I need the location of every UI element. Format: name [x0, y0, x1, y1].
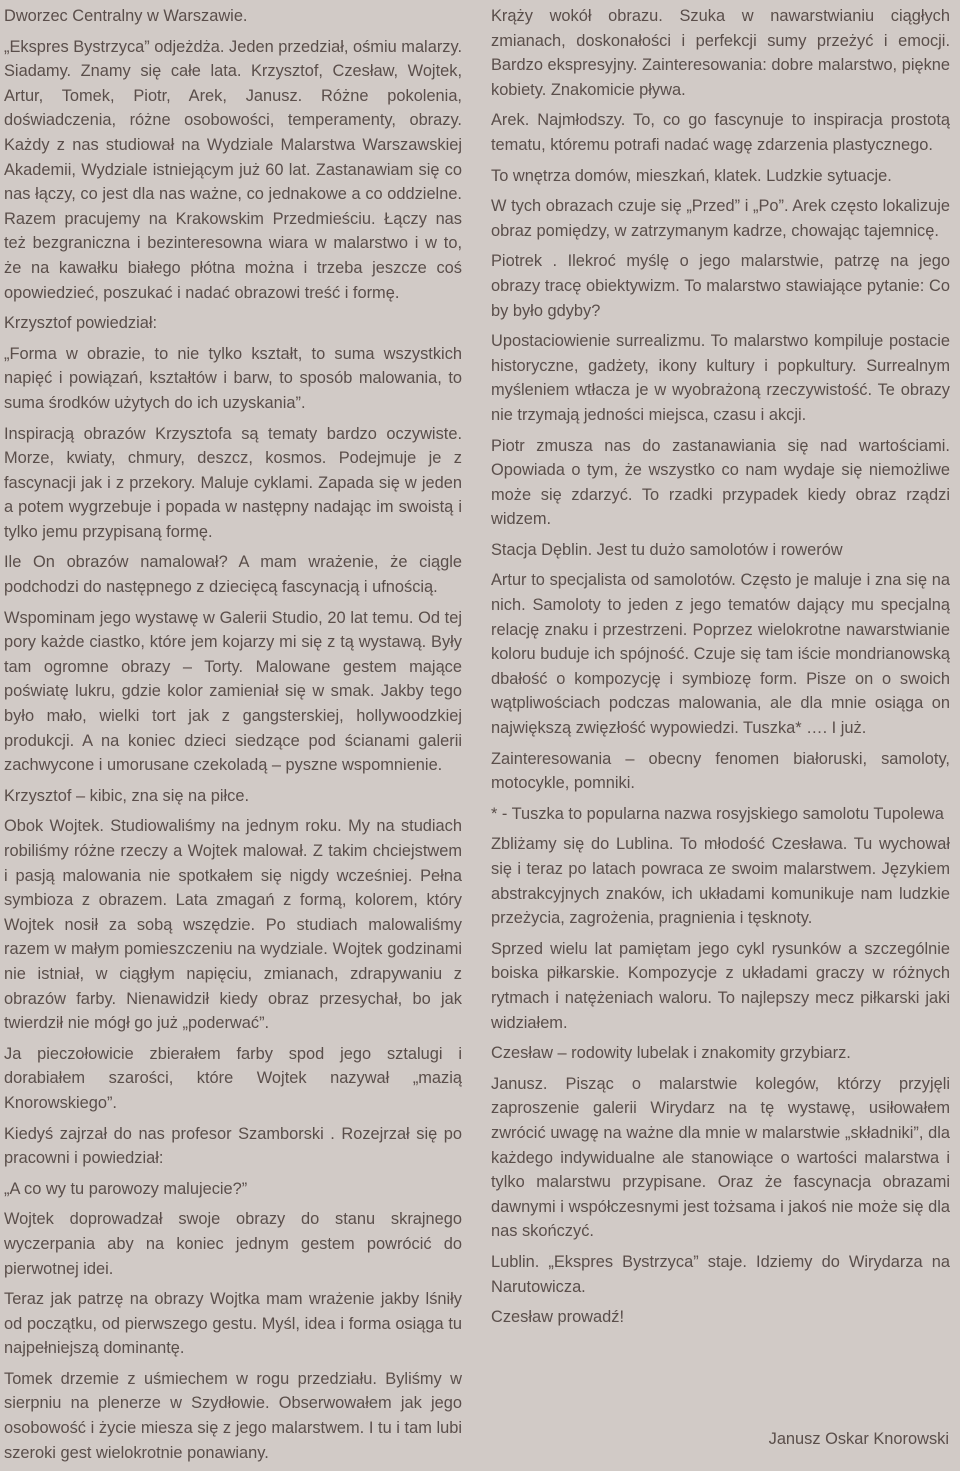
paragraph: Wojtek doprowadzał swoje obrazy do stanu skrajnego wyczerpania aby na koniec jednym gestem powrócić do pierwotnej idei. [4, 1210, 462, 1278]
paragraph: Janusz. Pisząc o malarstwie kolegów, którzy przyjęli zaproszenie galerii Wirydarz na tę wystawę, usiłowałem zwrócić uwagę na ważne dla mnie w malarstwie „składniki”, dla każdego indywidualne ale stanowiące o wartości malarstwa i tylko malarstwu przypisane. Oraz że fascynacja obrazami dawnymi i współczesnymi jest tożsama i jakoś nie może się dla nas skończyć. [491, 1074, 950, 1241]
paragraph: Zbliżamy się do Lublina. To młodość Czesława. Tu wychował się i teraz po latach powraca ze swoim malarstwem. Językiem abstrakcyjnych znaków, ich układami komunikuje nam ludzkie przeżycia, zagrożenia, pragnienia i tęsknoty. [491, 835, 950, 928]
paragraph: To wnętrza domów, mieszkań, klatek. Ludzkie sytuacje. [491, 166, 892, 185]
paragraph: Zainteresowania – obecny fenomen białoruski, samoloty, motocykle, pomniki. [491, 749, 950, 793]
paragraph: Ja pieczołowicie zbierałem farby spod jego sztalugi i dorabiałem szarości, które Wojtek nazywał „mazią Knorowskiego”. [4, 1044, 462, 1112]
paragraph: Krzysztof – kibic, zna się na piłce. [4, 786, 250, 805]
footnote: * - Tuszka to popularna nazwa rosyjskiego samolotu Tupolewa [491, 804, 944, 823]
paragraph: Dworzec Centralny w Warszawie. [4, 7, 248, 25]
paragraph: Sprzed wielu lat pamiętam jego cykl rysunków a szczególnie boiska piłkarskie. Kompozycje z układami graczy w różnych rytmach i natężeniach waloru. To najlepszy mecz piłkarski jaki widziałem. [491, 939, 950, 1032]
paragraph: Stacja Dęblin. Jest tu dużo samolotów i rowerów [491, 540, 843, 559]
paragraph: „Ekspres Bystrzyca” odjeżdża. Jeden przedział, ośmiu malarzy. Siadamy. Znamy się całe lata. Krzysztof, Czesław, Wojtek, Artur, Tomek, Piotr, Arek, Janusz. Różne pokolenia, doświadczenia, różne osobowości, temperamenty, obrazy. Każdy z nas studiował na Wydziale Malarstwa Warszawskiej Akademii, Wydziale istniejącym już 60 lat. Zastanawiam się co nas łączy, co jest dla nas ważne, co jednakowe a co oddzielne. Razem pracujemy na Krakowskim Przedmieściu. Łączy nas też bezgraniczna i bezinteresowna wiara w malarstwo i w to, że na kawałku białego płótna można i trzeba jeszcze coś opowiedzieć, poszukać i nadać obrazowi treść i formę. [4, 37, 462, 302]
paragraph: Tomek drzemie z uśmiechem w rogu przedziału. Byliśmy w sierpniu na plenerze w Szydłowie. Obserwowałem jak jego osobowość i życie miesza się z jego malarstwem. I tu i tam lubi szeroki gest wielokrotnie ponawiany. [4, 1369, 462, 1462]
quote: „A co wy tu parowozy malujecie?” [4, 1179, 248, 1198]
paragraph: Czesław prowadź! [491, 1308, 624, 1327]
paragraph: Krzysztof powiedział: [4, 314, 158, 333]
left-column [4, 4, 462, 1471]
paragraph: Krąży wokół obrazu. Szuka w nawarstwianiu ciągłych zmianach, doskonałości i perfekcji sumy przeżyć i emocji. Bardzo ekspresyjny. Zainteresowania: dobre malarstwo, piękne kobiety. Znakomicie pływa. [491, 7, 950, 99]
paragraph: W tych obrazach czuje się „Przed” i „Po”. Arek często lokalizuje obraz pomiędzy, w zatrzymanym kadrze, chowając tajemnicę. [491, 197, 950, 240]
right-column [491, 4, 950, 1336]
paragraph: Czesław – rodowity lubelak i znakomity grzybiarz. [491, 1044, 851, 1063]
paragraph: Piotrek . Ilekroć myślę o jego malarstwie, patrzę na jego obrazy tracę obiektywizm. To malarstwo stawiające pytanie: Co by było gdyby? [491, 252, 950, 320]
paragraph: Artur to specjalista od samolotów. Często je maluje i zna się na nich. Samoloty to jeden z jego tematów dający mu specjalną relację znaku i przestrzeni. Poprzez wielokrotne nawarstwianie koloru buduje ich spójność. Czuje się tam iście mondrianowską dbałość o kompozycję i symbiozę form. Pisze on o swoich wątpliwościach podczas malowania, ale dla mnie osiąga on największą zwięzłość wypowiedzi. Tuszka* …. I już. [491, 571, 950, 738]
author-signature: Janusz Oskar Knorowski [768, 1430, 949, 1448]
paragraph: Wspominam jego wystawę w Galerii Studio, 20 lat temu. Od tej pory każde ciastko, które jem kojarzy mi się z tą wystawą. Były tam ogromne obrazy – Torty. Malowane gestem mające poświatę lukru, gdzie kolor zamieniał się w smak. Jakby tego było mało, wielki tort jak z gangsterskiej, hollywoodzkiej produkcji. A na koniec dzieci siedzące pod ścianami galerii zachwycone i umorusane czekoladą – pyszne wspomnienie. [4, 608, 462, 775]
paragraph: Lublin. „Ekspres Bystrzyca” staje. Idziemy do Wirydarza na Narutowicza. [491, 1252, 950, 1296]
paragraph: Inspiracją obrazów Krzysztofa są tematy bardzo oczywiste. Morze, kwiaty, chmury, deszcz, kosmos. Podejmuje je z fascynacji jak i z przekory. Maluje cyklami. Zapada się w jeden a potem wygrzebuje i popada w następny nadając im swoistą i tylko jemu przypisaną formę. [4, 424, 462, 541]
paragraph: Upostaciowienie surrealizmu. To malarstwo kompiluje postacie historyczne, gadżety, ikony kultury i popkultury. Surrealnym myśleniem wtłacza je w wyobrażoną rzeczywistość. Te obrazy nie trzymają jedności miejsca, czasu i akcji. [491, 332, 950, 424]
paragraph: Arek. Najmłodszy. To, co go fascynuje to inspiracja prostotą tematu, któremu potrafi nadać wagę zdarzenia plastycznego. [491, 111, 950, 154]
paragraph: Piotr zmusza nas do zastanawiania się nad wartościami. Opowiada o tym, że wszystko co nam wydaje się niemożliwe może się zdarzyć. To rzadki przypadek kiedy obraz rządzi widzem. [491, 436, 950, 529]
quote: „Forma w obrazie, to nie tylko kształt, to suma wszystkich napięć i powiązań, kształtów i barw, to sposób malowania, to suma środków użytych do ich uzyskania”. [4, 344, 462, 412]
paragraph: Teraz jak patrzę na obrazy Wojtka mam wrażenie jakby lśniły od początku, od pierwszego gestu. Myśl, idea i forma osiąga tu najpełniejszą dominantę. [4, 1290, 462, 1358]
paragraph: Kiedyś zajrzał do nas profesor Szamborski . Rozejrzał się po pracowni i powiedział: [4, 1124, 462, 1168]
paragraph: Ile On obrazów namalował? A mam wrażenie, że ciągle podchodzi do następnego z dziecięcą fascynacją i ufnością. [4, 553, 462, 597]
paragraph: Obok Wojtek. Studiowaliśmy na jednym roku. My na studiach robiliśmy różne rzeczy a Wojtek malował. Z takim chciejstwem i pasją malowania nie spotkałem się nigdy wcześniej. Pełna symbioza z obrazem. Lata zmagań z formą, kolorem, który Wojtek nosił za sobą wszędzie. Po studiach malowaliśmy razem w małym pomieszczeniu na wydziale. Wojtek godzinami nie istniał, w ciągłym napięciu, zmianach, zdrapywaniu z obrazów farby. Nienawidził kiedy obraz przesychał, bo jak twierdził nie mógł go już „poderwać”. [4, 817, 462, 1033]
